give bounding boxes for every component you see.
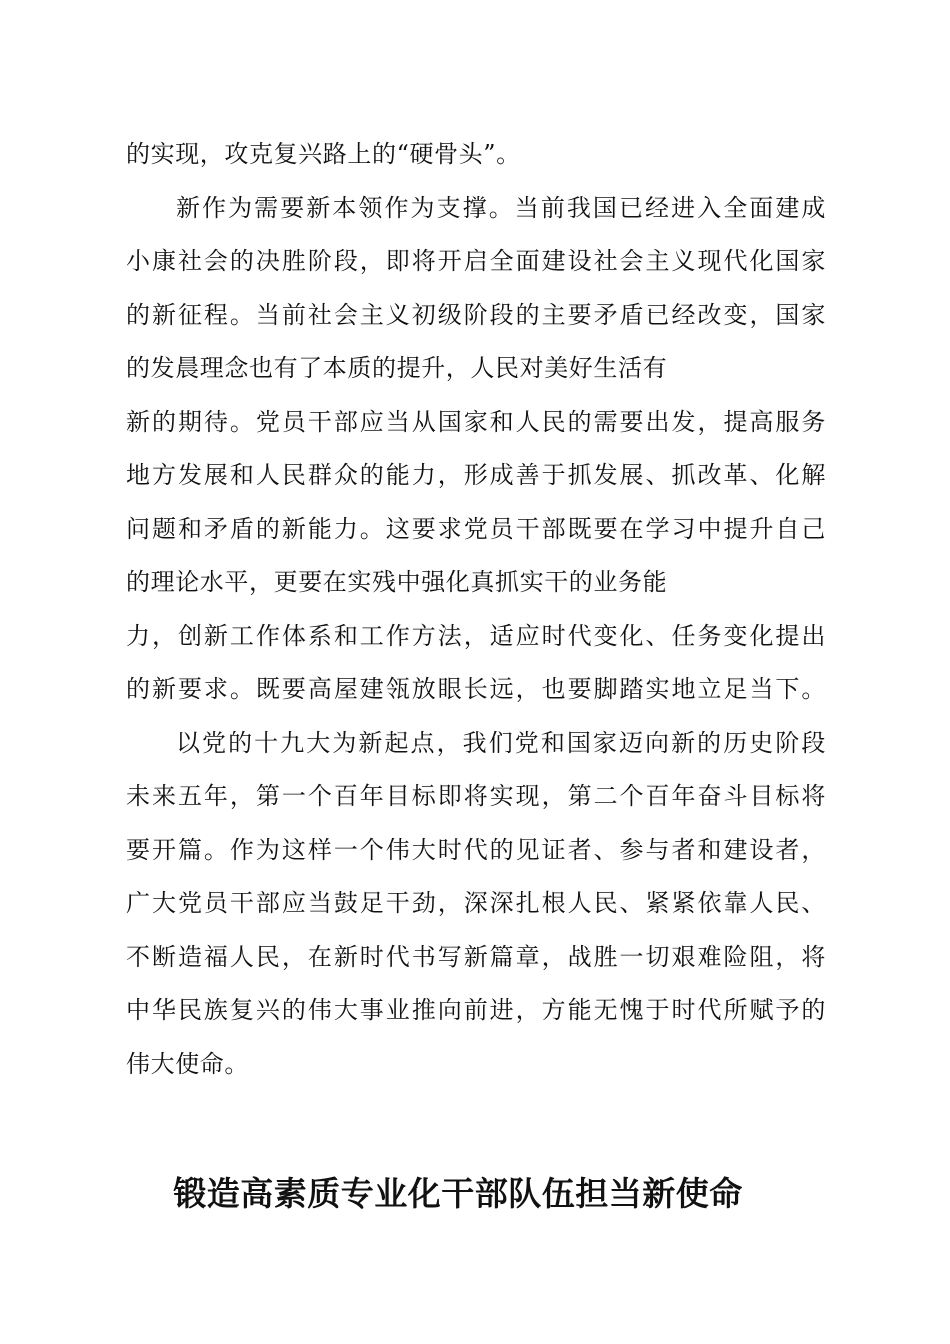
text-line: 力，创新工作体系和工作方法，适应时代变化、任务变化提出: [126, 621, 826, 650]
text-line: 的理论水平，更要在实残中强化真抓实干的业务能: [126, 568, 668, 596]
text-line: 新的期待。党员干部应当从国家和人民的需要出发，提高服务: [126, 407, 826, 436]
text-line: 未来五年，第一个百年目标即将实现，第二个百年奋斗目标将: [126, 782, 826, 810]
text-line: 新作为需要新本领作为支撑。当前我国已经进入全面建成: [176, 193, 826, 222]
body-text: [126, 128, 826, 1091]
text-line: 广大党员干部应当鼓足干劲，深深扎根人民、紧紧依靠人民、: [126, 889, 826, 917]
text-line: 的实现，攻克复兴路上的“硬骨头”。: [126, 140, 521, 168]
text-line: 的新要求。既要高屋建瓴放眼长远，也要脚踏实地立足当下。: [126, 675, 826, 703]
text-line: 中华民族复兴的伟大事业推向前进，方能无愧于时代所赋予的: [126, 996, 826, 1024]
text-line: 地方发展和人民群众的能力，形成善于抓发展、抓改革、化解: [126, 461, 826, 489]
text-line: 的发晨理念也有了本质的提升，人民对美好生活有: [126, 354, 668, 382]
text-line: 小康社会的决胜阶段，即将开启全面建设社会主义现代化国家: [126, 247, 826, 275]
text-line: 问题和矛盾的新能力。这要求党员干部既要在学习中提升自己: [126, 514, 826, 543]
text-line: 要开篇。作为这样一个伟大时代的见证者、参与者和建设者，: [126, 835, 826, 864]
text-line: 伟大使命。: [126, 1049, 249, 1078]
text-line: 不断造福人民，在新时代书写新篇章，战胜一切艰难险阻，将: [126, 942, 826, 971]
text-line: 以党的十九大为新起点，我们党和国家迈向新的历史阶段: [176, 728, 826, 757]
section-title: 锻造高素质专业化干部队伍担当新使命: [173, 1174, 743, 1213]
text-line: 的新征程。当前社会主义初级阶段的主要矛盾已经改变，国家: [126, 300, 826, 329]
